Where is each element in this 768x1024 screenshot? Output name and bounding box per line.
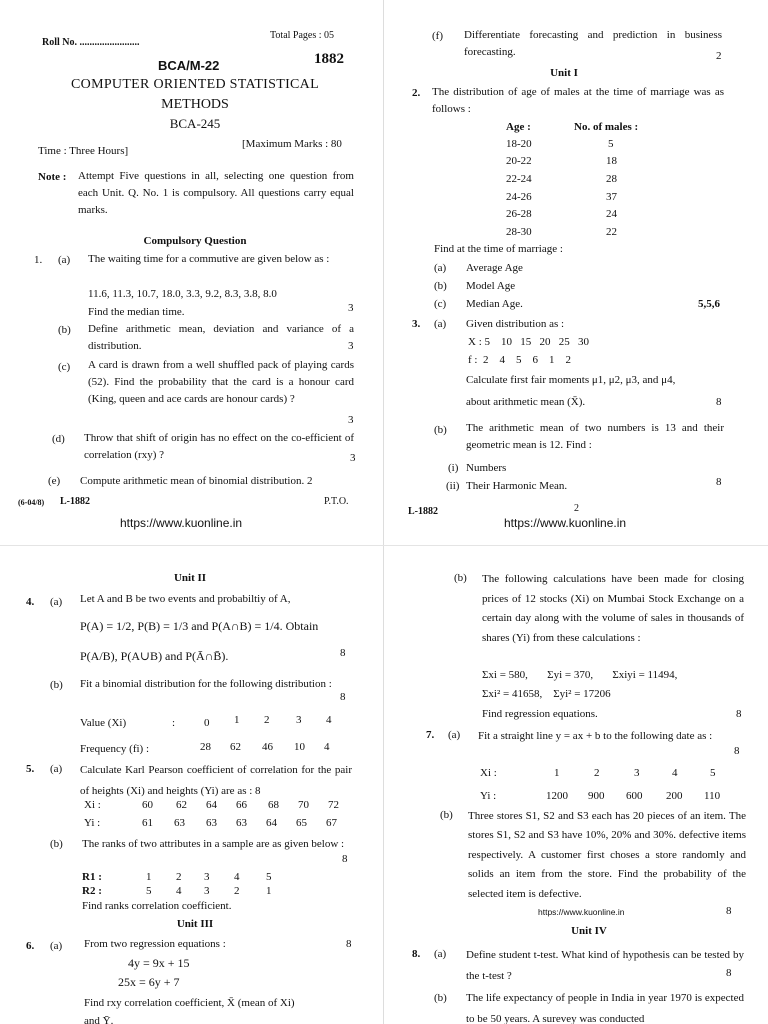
q7a-y-label: Yi : — [480, 790, 497, 802]
q1e-label: (e) — [48, 475, 61, 487]
q5b-label: (b) — [50, 838, 63, 850]
q6-number: 6. — [26, 940, 35, 952]
males-row-2: 18 — [606, 155, 617, 167]
exam-code: BCA/M-22 — [158, 58, 220, 73]
unit-4-heading: Unit IV — [571, 925, 607, 937]
q8-number: 8. — [412, 948, 421, 960]
q6b-sums-2: Σxi² = 41658, Σyi² = 17206 — [482, 688, 611, 700]
q4b-label: (b) — [50, 679, 63, 691]
q4b-frequency: 4 — [324, 741, 330, 753]
q5a-x: 64 — [206, 799, 217, 811]
q3a-calc: Calculate first fair moments μ1, μ2, μ3, and μ4, — [466, 374, 676, 386]
q1d-marks: 3 — [350, 452, 356, 464]
males-row-1: 5 — [608, 138, 614, 150]
q1a-data: 11.6, 11.3, 10.7, 18.0, 3.3, 9.2, 8.3, 3.8, 8.0 — [88, 288, 277, 300]
q5a-y-label: Yi : — [84, 817, 101, 829]
q5a-label: (a) — [50, 763, 63, 775]
q2-find: Find at the time of marriage : — [434, 243, 563, 255]
q4b-value: 1 — [234, 714, 240, 726]
q1f-text: Differentiate forecasting and prediction in business forecasting. — [464, 29, 722, 58]
paper-title-line-2: METHODS — [161, 97, 229, 112]
q1a-label: (a) — [58, 254, 71, 266]
unit-1-heading: Unit I — [550, 67, 578, 79]
page-1 — [0, 0, 384, 545]
q7b-text: Three stores S1, S2 and S3 each has 20 pieces of an item. The stores S1, S2 and S3 have 10%, 20% and 30%. defective items respectively. A customer first choses a store randomly and solids an item from the store. Find the probability of the selected item is defective. — [468, 810, 746, 900]
q3-number: 3. — [412, 318, 421, 330]
q2c-label: (c) — [434, 298, 447, 310]
q7b-url: https://www.kuonline.in — [538, 907, 625, 917]
q5b-r2: 2 — [234, 885, 240, 897]
paper-number: 1882 — [314, 51, 344, 67]
q5a-x: 62 — [176, 799, 187, 811]
q6a-find: Find rxy correlation coefficient, X̄ (mean of Xi) — [84, 997, 295, 1009]
q8b-text: The life expectancy of people in India in year 1970 is expected to be 50 years. A surevey was conducted — [466, 992, 744, 1024]
q4b-value-label: Value (Xi) — [80, 717, 127, 729]
q5b-r2-label: R2 : — [82, 885, 102, 897]
q6a-label: (a) — [50, 940, 63, 952]
q5a-text: Calculate Karl Pearson coefficient of correlation for the pair of heights (Xi) and heights (Yi) are as : 8 — [80, 764, 352, 797]
q8a-marks: 8 — [726, 967, 732, 979]
q5a-x: 72 — [328, 799, 339, 811]
q4b-frequency: 46 — [262, 741, 273, 753]
q1c-label: (c) — [58, 361, 71, 373]
q2a-text: Average Age — [466, 262, 523, 274]
q1b-label: (b) — [58, 324, 71, 336]
q8b-label: (b) — [434, 992, 447, 1004]
q4b-frequency: 10 — [294, 741, 305, 753]
q6b-find: Find regression equations. — [482, 708, 598, 720]
q5b-r1: 3 — [204, 871, 210, 883]
q8a-label: (a) — [434, 948, 447, 960]
q5a-x: 66 — [236, 799, 247, 811]
q1d-label: (d) — [52, 433, 65, 445]
q8a-text: Define student t-test. What kind of hypothesis can be tested by the t-test ? — [466, 949, 744, 982]
q6a-equation-2: 25x = 6y + 7 — [118, 975, 180, 989]
q1a-marks: 3 — [348, 302, 354, 314]
course-code: BCA-245 — [169, 116, 221, 131]
q7a-text: Fit a straight line y = ax + b to the following date as : — [478, 730, 713, 742]
q7a-y: 110 — [704, 790, 721, 802]
q6b-text: The following calculations have been made for closing prices of 12 stocks (Xi) on Mumbai Stock Exchange on a certain day along with the volume of sales in thousands of shares (Yi) from these calculations : — [482, 573, 744, 644]
q7a-x: 4 — [672, 767, 678, 779]
q5a-y: 63 — [174, 817, 185, 829]
q2-text: The distribution of age of males at the time of marriage was as follows : — [432, 86, 724, 115]
roll-no: Roll No. ........................ — [42, 37, 140, 48]
q4b-value: 0 — [204, 717, 210, 729]
page-3 — [0, 545, 384, 1024]
note-text: Attempt Five questions in all, selecting one question from each Unit. Q. No. 1 is compulsory. All questions carry equal marks. — [78, 170, 354, 216]
q3a-x-row: X : 5 10 15 20 25 30 — [468, 336, 589, 348]
section-heading: Compulsory Question — [143, 235, 247, 247]
age-row-4: 24-26 — [506, 191, 532, 203]
q5a-x-label: Xi : — [84, 799, 101, 811]
max-marks: [Maximum Marks : 80 — [242, 138, 342, 150]
unit-2-heading: Unit II — [173, 572, 207, 584]
q7a-x: 5 — [710, 767, 716, 779]
q1a-text: The waiting time for a commutive are given below as : — [88, 253, 330, 265]
q2-marks: 5,5,6 — [698, 298, 720, 310]
q5a-y: 67 — [326, 817, 337, 829]
males-row-3: 28 — [606, 173, 617, 185]
q4b-frequency: 62 — [230, 741, 241, 753]
q5a-x: 68 — [268, 799, 279, 811]
exam-time: Time : Three Hours] — [38, 145, 129, 157]
q7a-label: (a) — [448, 729, 461, 741]
q6a-and: and Ȳ. — [84, 1015, 114, 1024]
q5b-r2: 1 — [266, 885, 272, 897]
q4a-marks: 8 — [340, 647, 346, 659]
q5-number: 5. — [26, 763, 35, 775]
q1f-label: (f) — [432, 30, 443, 42]
q5b-marks: 8 — [342, 853, 348, 865]
q6b-marks: 8 — [736, 708, 742, 720]
q7a-marks: 8 — [734, 745, 740, 757]
q7a-x: 1 — [554, 767, 560, 779]
q1d-text: Throw that shift of origin has no effect on the co-efficient of correlation (rxy) ? — [84, 432, 354, 461]
q4b-marks: 8 — [340, 691, 346, 703]
page-2 — [384, 0, 768, 545]
q1c-marks: 3 — [348, 414, 354, 426]
q5a-x: 60 — [142, 799, 153, 811]
q5b-r1: 5 — [266, 871, 272, 883]
q3b-i: Numbers — [466, 462, 507, 474]
q5a-y: 63 — [206, 817, 217, 829]
q3b-label: (b) — [434, 424, 447, 436]
q5b-r1: 4 — [234, 871, 240, 883]
q6b-sums-1: Σxi = 580, Σyi = 370, Σxiyi = 11494, — [482, 669, 678, 681]
q4b-text: Fit a binomial distribution for the following distribution : — [80, 678, 332, 690]
q3b-i-label: (i) — [448, 462, 459, 474]
age-header: Age : — [506, 121, 531, 133]
q1e-text: Compute arithmetic mean of binomial distribution. 2 — [80, 475, 313, 487]
q2a-label: (a) — [434, 262, 447, 274]
age-row-5: 26-28 — [506, 208, 532, 220]
q1b-marks: 3 — [348, 340, 354, 352]
q5b-r2: 5 — [146, 885, 152, 897]
q5a-y: 65 — [296, 817, 307, 829]
q7b-label: (b) — [440, 809, 453, 821]
age-row-2: 20-22 — [506, 155, 532, 167]
q7a-x: 2 — [594, 767, 600, 779]
q3b-ii-label: (ii) — [446, 480, 460, 492]
paper-title-line-1: COMPUTER ORIENTED STATISTICAL — [71, 77, 319, 92]
source-url: https://www.kuonline.in — [120, 516, 243, 530]
q4a-label: (a) — [50, 596, 63, 608]
total-pages: Total Pages : 05 — [270, 30, 335, 41]
q5b-text: The ranks of two attributes in a sample are as given below : — [82, 838, 345, 850]
males-row-6: 22 — [606, 226, 617, 238]
q1b-text: Define arithmetic mean, deviation and variance of a distribution. — [88, 323, 354, 352]
q1c-text: A card is drawn from a well shuffled pack of playing cards (52). Find the probability that the card is a honour card (King, queen and ace cards are honour cards) ? — [88, 359, 354, 405]
age-row-1: 18-20 — [506, 138, 532, 150]
footer-code: (6-04/8) — [18, 498, 45, 507]
q3a-text: Given distribution as : — [466, 318, 565, 330]
q2-number: 2. — [412, 87, 421, 99]
q7a-y: 1200 — [546, 790, 568, 802]
q5a-y: 64 — [266, 817, 277, 829]
q6a-text: From two regression equations : — [84, 938, 226, 950]
source-url: https://www.kuonline.in — [504, 516, 627, 530]
q7a-y: 200 — [666, 790, 683, 802]
note-label: Note : — [38, 171, 67, 183]
q7a-y: 900 — [588, 790, 605, 802]
males-row-5: 24 — [606, 208, 617, 220]
q4a-text: Let A and B be two events and probabiltiy of A, — [80, 593, 291, 605]
q5a-x: 70 — [298, 799, 309, 811]
q5b-r2: 3 — [204, 885, 210, 897]
q5b-r1-label: R1 : — [82, 871, 102, 883]
males-header: No. of males : — [574, 121, 639, 133]
q3a-marks: 8 — [716, 396, 722, 408]
q3a-f-row: f : 2 4 5 6 1 2 — [468, 354, 571, 366]
page-4 — [384, 545, 768, 1024]
q7b-marks: 8 — [726, 905, 732, 917]
q4b-value: 3 — [296, 714, 302, 726]
q2b-text: Model Age — [466, 280, 516, 292]
q7a-x: 3 — [634, 767, 640, 779]
q3a-about: about arithmetic mean (X̄). — [466, 396, 586, 408]
q4b-frequency-label: Frequency (fi) : — [80, 743, 150, 755]
q5b-find: Find ranks correlation coefficient. — [82, 900, 232, 912]
q6b-label: (b) — [454, 572, 467, 584]
males-row-4: 37 — [606, 191, 617, 203]
q5b-r1: 1 — [146, 871, 152, 883]
q5b-r1: 2 — [176, 871, 182, 883]
q4-number: 4. — [26, 596, 35, 608]
q6a-equation-1: 4y = 9x + 15 — [128, 956, 190, 970]
pto: P.T.O. — [324, 496, 349, 507]
q5b-r2: 4 — [176, 885, 182, 897]
q1-number: 1. — [34, 254, 43, 266]
q2b-label: (b) — [434, 280, 447, 292]
q7a-y: 600 — [626, 790, 643, 802]
page-number: 2 — [574, 503, 579, 514]
footer-id: L-1882 — [60, 496, 90, 507]
q3b-marks: 8 — [716, 476, 722, 488]
q7-number: 7. — [426, 729, 435, 741]
q7a-x-label: Xi : — [480, 767, 497, 779]
q3a-label: (a) — [434, 318, 447, 330]
q4b-colon-1: : — [172, 717, 176, 729]
q3b-ii: Their Harmonic Mean. — [466, 480, 568, 492]
q4a-probabilities: P(A) = 1/2, P(B) = 1/3 and P(A∩B) = 1/4. Obtain — [80, 619, 319, 633]
q4b-frequency: 28 — [200, 741, 211, 753]
q5a-y: 61 — [142, 817, 153, 829]
q3b-text: The arithmetic mean of two numbers is 13 and their geometric mean is 12. Find : — [466, 422, 724, 451]
age-row-3: 22-24 — [506, 173, 532, 185]
q5a-y: 63 — [236, 817, 247, 829]
q4a-obtain: P(A/B), P(A∪B) and P(Ā∩B̄). — [80, 649, 229, 663]
q6a-marks: 8 — [346, 938, 352, 950]
q1a-find: Find the median time. — [88, 306, 185, 318]
footer-id: L-1882 — [408, 506, 438, 517]
q4b-value: 4 — [326, 714, 332, 726]
unit-3-heading: Unit III — [176, 918, 214, 930]
q1f-marks: 2 — [716, 50, 722, 62]
age-row-6: 28-30 — [506, 226, 532, 238]
q4b-value: 2 — [264, 714, 270, 726]
q2c-text: Median Age. — [466, 298, 523, 310]
